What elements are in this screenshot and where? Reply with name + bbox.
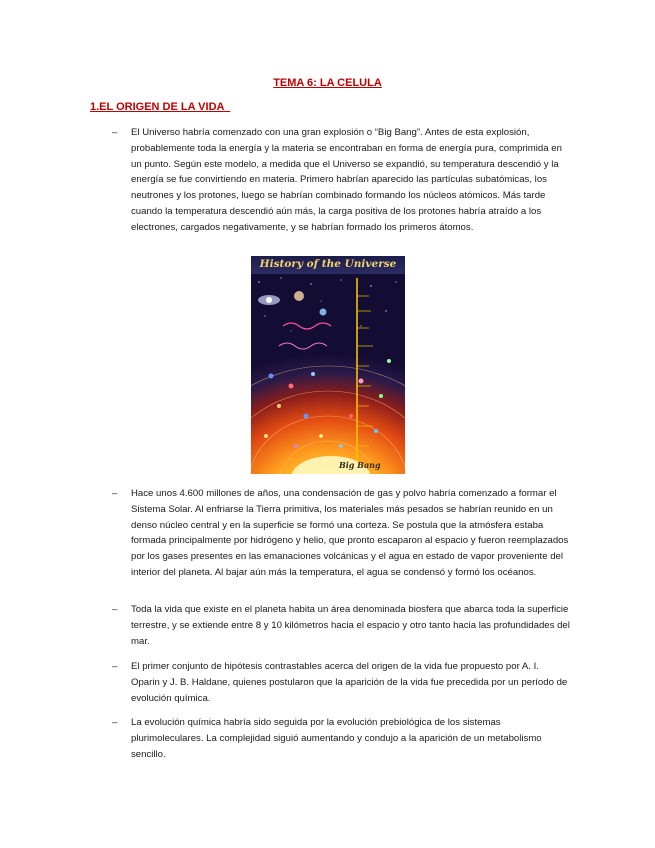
- paragraph-text: El Universo habría comenzado con una gran explosión o “Big Bang”. Antes de esta explosión, probablemente toda la energía y la materia se encontraban en forma de energía pura, comprimida en un punto. Según este modelo, a medida que el Universo se expandió, su temperatura descendió y la energía se fue convirtiendo en materia. Primero habrían aparecido las partículas subatómicas, los neutrones y los protones, luego se habrían combinado formando los núcleos atómicos. Más tarde cuando la temperatura descendió aún más, la carga positiva de los protones habría atraído a los electrones, cargados negativamente, y se habrían formado los primeros átomos.: [131, 127, 562, 233]
- history-of-universe-image: [251, 256, 405, 474]
- section-heading: 1.EL ORIGEN DE LA VIDA: [90, 101, 231, 113]
- energy-wave: [283, 323, 331, 329]
- paragraph-text: La evolución química habría sido seguida por la evolución prebiológica de los sistemas plurimoleculares. La complejidad siguió aumentando y condujo a la aparición de un metabolismo sencillo.: [131, 717, 542, 760]
- bullet-dash: –: [112, 661, 118, 672]
- list-item: [90, 602, 570, 649]
- galaxy-icon: [258, 295, 280, 305]
- list-item: [90, 659, 570, 706]
- figure-title: History of the Universe: [259, 258, 397, 270]
- energy-wave: [279, 343, 327, 349]
- document-title: TEMA 6: LA CELULA: [273, 77, 382, 89]
- bullet-dash: –: [112, 604, 118, 615]
- universe-illustration: [251, 256, 405, 474]
- paragraph-text: El primer conjunto de hipótesis contrastables acerca del origen de la vida fue propuesto por A. I. Oparin y J. B. Haldane, quienes postularon que la aparición de la vida fue precedida por un período de evolución química.: [131, 661, 568, 704]
- list-item: [90, 125, 570, 236]
- planet-icon: [320, 309, 327, 316]
- bullet-dash: –: [112, 127, 118, 138]
- planet-icon: [294, 291, 304, 301]
- bullet-dash: –: [112, 717, 118, 728]
- paragraph-text: Hace unos 4.600 millones de años, una condensación de gas y polvo habría comenzado a formar el Sistema Solar. Al enfriarse la Tierra primitiva, los materiales más pesados se habrían reunido en un denso núcleo central y en la superficie se formó una corteza. Se postula que la atmósfera estaba formada principalmente por hidrógeno y helio, que pronto escaparon al espacio y fueron reemplazados por los gases presentes en las emanaciones volcánicas y el agua en estado de vapor proveniente del interior del planeta. Al bajar aún más la temperatura, el agua se condensó y formó los océanos.: [131, 488, 569, 578]
- figure-caption: Big Bang: [339, 460, 381, 470]
- list-item: [90, 486, 570, 581]
- bullet-dash: –: [112, 488, 118, 499]
- paragraph-text: Toda la vida que existe en el planeta habita un área denominada biosfera que abarca toda la superficie terrestre, y se extiende entre 8 y 10 kilómetros hacia el espacio y otro tanto hacia las profundidades del mar.: [131, 604, 570, 647]
- list-item: [90, 715, 570, 762]
